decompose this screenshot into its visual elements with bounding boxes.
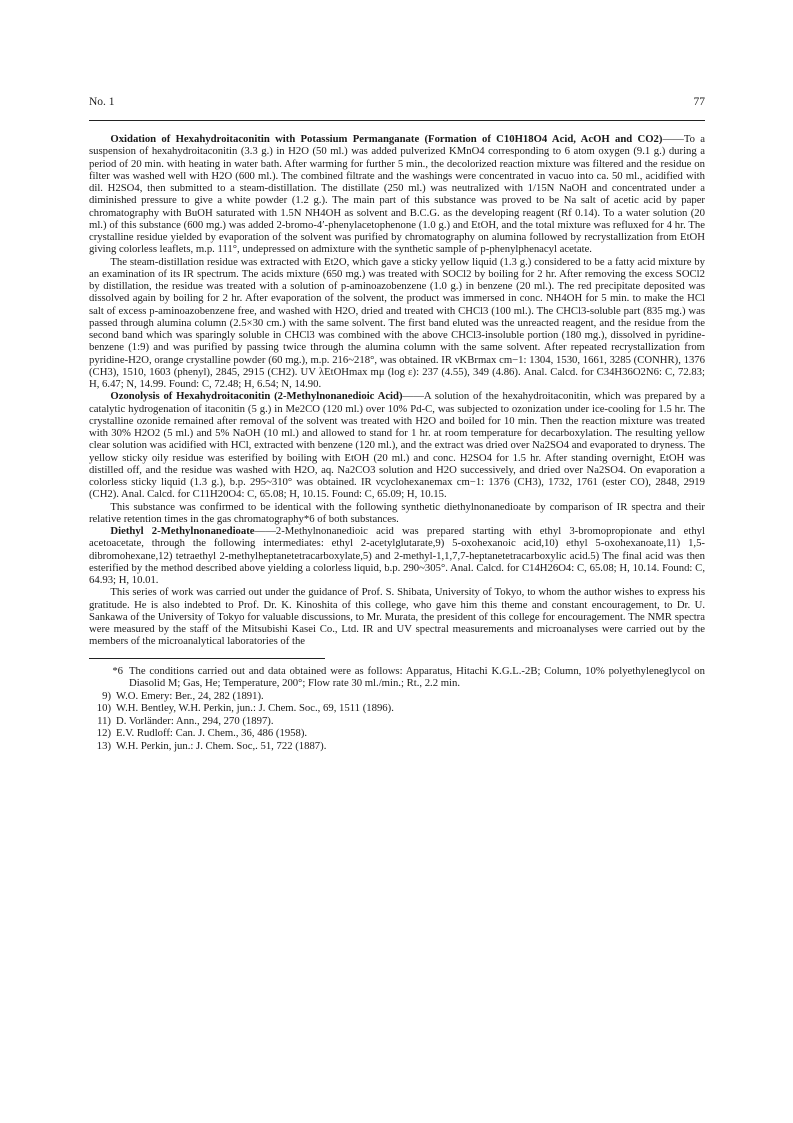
paragraph-confirmation (89, 501, 705, 526)
paragraph-text: ——A solution of the hexahydroitaconitin, which was prepared by a catalytic hydrogenation of itaconitin (5 g.) in Me2CO (120 ml.) over 10% Pd-C, was subjected to ozonization under ice-cooling for 1.5 hr. The crystalline ozonide remained after removal of the solvent was treated with H2O and boiled for 10 min. Then the reaction mixture was treated with 30% H2O2 (5 ml.) and 5% NaOH (10 ml.) and allowed to stand for 1 hr. at room temperature for decarboxylation. The resulting yellow clear solution was acidified with HCl, extracted with benzene (120 ml.), and the extract was dried over Na2SO4 and evaporated to dryness. The yellow sticky oily residue was esterified by boiling with EtOH (20 ml.) and conc. H2SO4 for 1.5 hr. After standing overnight, EtOH was distilled off, and the residue was washed with H2O, aq. Na2CO3 solution and H2O successively, and dried over Na2SO4. On evaporation a colorless sticky liquid (1.3 g.), b.p. 295~310° was obtained. IR νcyclohexanemax cm−1: 1376 (CH3), 1732, 1761 (ester CO), 2848, 2919 (CH2). Anal. Calcd. for C11H20O4: C, 65.08; H, 10.15. Found: C, 65.09; H, 10.15. (89, 390, 705, 501)
reference-text: W.H. Bentley, W.H. Perkin, jun.: J. Chem. Soc., 69, 1511 (1896). (116, 702, 394, 715)
paragraph-steam-residue (89, 256, 705, 391)
reference-item (89, 702, 705, 715)
footnote-marker: *6 (112, 664, 123, 677)
page-number: 77 (693, 96, 705, 108)
paragraph-text: The steam-distillation residue was extracted with Et2O, which gave a sticky yellow liquid (1.3 g.) considered to be a fatty acid mixture by an examination of its IR spectrum. The acids mixture (650 mg.) was treated with SOCl2 by boiling for 2 hr. After removing the excess SOCl2 by distillation, the residue was treated with a solution of p-aminoazobenzene (1.0 g.) in benzene (20 ml.). The red precipitate deposited was dissolved again by boiling for 2 hr. After evaporation of the solvent, the product was immersed in conc. NH4OH for 5 min. to make the HCl salt of excess p-aminoazobenzene free, and washed with H2O, dried and treated with CHCl3 (100 ml.). The CHCl3-soluble part (835 mg.) was passed through alumina column (2.5×30 cm.) with the same solvent. The first band eluted was the unreacted reagent, and the residue from the second band which was sparingly soluble in CHCl3 was combined with the above CHCl3-insoluble portion (180 mg.), dissolved in pyridine-benzene (1:9) and was purified by passing twice through the alumina column with the same solvent. After repeated recrystallization from pyridine-H2O, orange crystalline powder (60 mg.), m.p. 216~218°, was obtained. IR νKBrmax cm−1: 1304, 1530, 1661, 3285 (CONHR), 1376 (CH3), 1510, 1603 (phenyl), 2845, 2915 (CH2). UV λEtOHmax mμ (log ε): 237 (4.55), 349 (4.86). Anal. Calcd. for C34H36O2N6: C, 72.83; H, 6.47; N, 14.99. Found: C, 72.48; H, 6.54; N, 14.90. (89, 255, 705, 390)
paragraph-oxidation (89, 133, 705, 256)
reference-text: W.O. Emery: Ber., 24, 282 (1891). (116, 689, 264, 702)
reference-number: 13) (96, 740, 111, 753)
footnote-rule (89, 658, 325, 659)
section-heading-diethyl: Diethyl 2-Methylnonanedioate (110, 525, 255, 537)
paragraph-text: ——2-Methylnonanedioic acid was prepared starting with ethyl 3-bromopropionate and ethyl acetoacetate, through the following intermediates: ethyl 2-acetylglutarate,9) 5-oxohexanoic acid,10) ethyl 5-oxohexanoate,11) 1,5-dibromohexane,12) tetraethyl 2-methylheptanetetracarboxylate,5) and 2-methyl-1,1,7,7-heptanetetracarboxylic acid.5) The final acid was then esterified by the method described above yielding a colorless liquid, b.p. 290~305°. Anal. Calcd. for C14H26O4: C, 65.08; H, 10.14. Found: C, 64.93; H, 10.01. (89, 525, 705, 586)
reference-number: 12) (96, 727, 111, 740)
reference-item (89, 715, 705, 728)
reference-item (89, 690, 705, 703)
paragraph-diethyl (89, 525, 705, 586)
footnote (89, 665, 705, 690)
paragraph-text: This series of work was carried out under the guidance of Prof. S. Shibata, University of Tokyo, to whom the author wishes to express his gratitude. He is also indebted to Prof. Dr. K. Kinoshita of this college, who gave him this theme and constant encouragement, to Dr. U. Sankawa of the University of Tokyo for valuable discussions, to Mr. Murata, the president of this college for encouragement. The NMR spectra were measured by the staff of the Mitsubishi Kasei Co., Ltd. IR and UV spectral measurements and microanalyses were carried out by the members of the microanalytical laboratories of the (89, 586, 705, 648)
footnote-text: The conditions carried out and data obtained were as follows: Apparatus, Hitachi K.G.L.-2B; Column, 10% polyethyleneglycol on Diasolid M; Gas, He; Temperature, 200°; Flow rate 30 ml./min.; Rt., 2.2 min. (129, 664, 705, 690)
header-rule (89, 120, 705, 121)
reference-number: 11) (97, 714, 111, 727)
section-heading-oxidation: Oxidation of Hexahydroitaconitin with Potassium Permanganate (Formation of C10H18O4 Acid, AcOH and CO2) (110, 133, 663, 145)
reference-text: D. Vorländer: Ann., 294, 270 (1897). (116, 714, 274, 727)
reference-item (89, 740, 705, 753)
paragraph-text: This substance was confirmed to be identical with the following synthetic diethylnonanedioate by comparison of IR spectra and their relative retention times in the gas chromatography*6 of both substances. (89, 500, 705, 525)
paragraph-text: ——To a suspension of hexahydroitaconitin (3.3 g.) in H2O (50 ml.) was added pulverized KMnO4 corresponding to 6 atom oxygen (9.1 g.) during a period of 20 min. with heating in water bath. After warming for further 5 min., the decolorized reaction mixture was filtered and the residue on filter was washed well with H2O (600 ml.). The combined filtrate and the washings were concentrated in vacuo into ca. 50 ml., acidified with dil. H2SO4, then submitted to a steam-distillation. The distillate (250 ml.) was neutralized with 1/15N NaOH and concentrated under a diminished pressure to give a white powder (1.2 g.). The main part of this substance was proved to be Na salt of acetic acid by paper chromatography with BuOH saturated with 1.5N NH4OH as solvent and B.C.G. as the developing reagent (Rf 0.14). To a water solution (20 ml.) of this substance (600 mg.) was added 2-bromo-4′-phenylacetophenone (1.0 g.) and EtOH, and the total mixture was refluxed for 4 hr. The crystalline residue yielded by evaporation of the solvent was purified by chromatography on alumina followed by recrystallization from EtOH giving colorless leaflets, m.p. 111°, undepressed on admixture with the synthetic sample of p-phenylphenacyl acetate. (89, 133, 705, 256)
paragraph-acknowledgment (89, 586, 705, 647)
paragraph-ozonolysis (89, 390, 705, 500)
reference-item (89, 727, 705, 740)
article-body (89, 133, 705, 648)
reference-text: E.V. Rudloff: Can. J. Chem., 36, 486 (1958). (116, 727, 308, 740)
footnotes (89, 665, 705, 753)
page-header (89, 96, 705, 112)
journal-page (89, 96, 705, 753)
reference-text: W.H. Perkin, jun.: J. Chem. Soc,. 51, 722 (1887). (116, 740, 327, 753)
reference-number: 9) (102, 689, 111, 702)
issue-number: No. 1 (89, 96, 115, 108)
section-heading-ozonolysis: Ozonolysis of Hexahydroitaconitin (2-Methylnonanedioic Acid) (110, 390, 403, 403)
reference-number: 10) (96, 702, 111, 715)
